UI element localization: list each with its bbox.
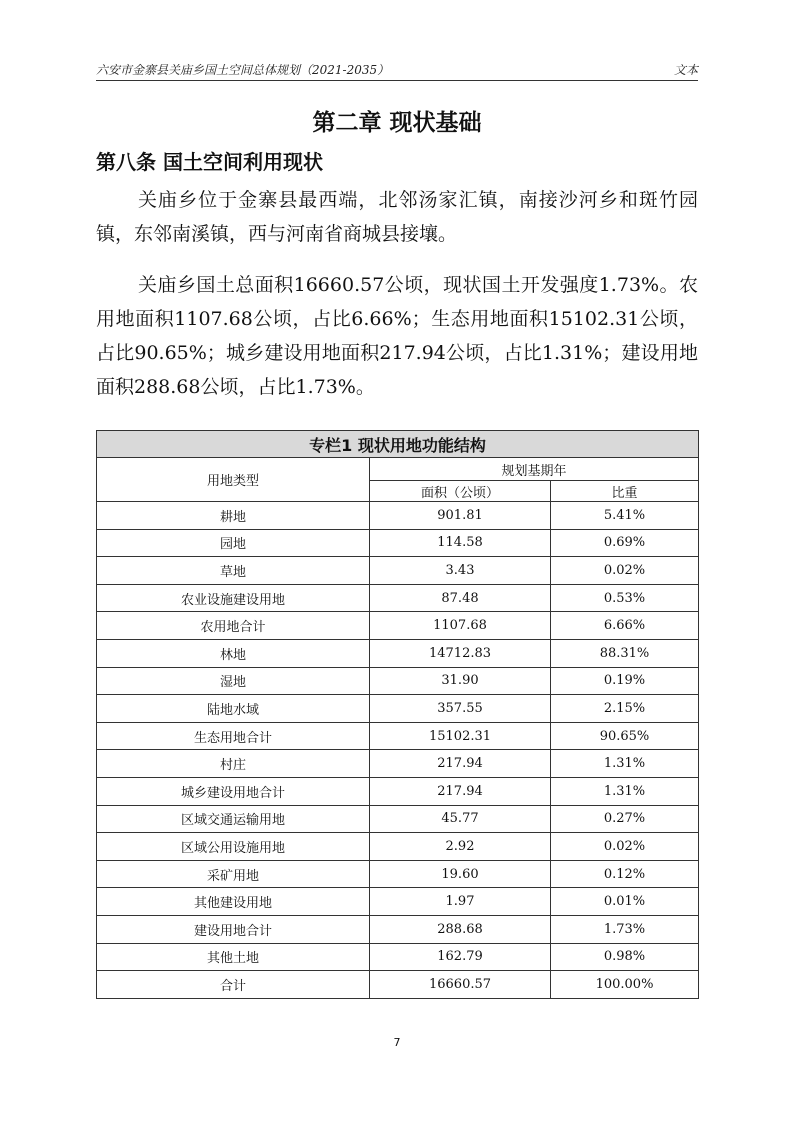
- cell-ratio: 1.73%: [551, 915, 699, 943]
- cell-ratio: 100.00%: [551, 971, 699, 999]
- paragraph-location: 关庙乡位于金寨县最西端，北邻汤家汇镇，南接沙河乡和斑竹园镇，东邻南溪镇，西与河南省商城县接壤。: [96, 189, 698, 245]
- table-row: [97, 833, 699, 861]
- table-row: [97, 777, 699, 805]
- column-header-ratio: 比重: [551, 481, 699, 502]
- cell-area: 2.92: [370, 833, 551, 861]
- table-row: [97, 502, 699, 530]
- cell-land-type: 合计: [97, 971, 370, 999]
- cell-ratio: 1.31%: [551, 777, 699, 805]
- cell-land-type: 生态用地合计: [97, 722, 370, 750]
- column-header-land-type: 用地类型: [97, 458, 370, 502]
- cell-ratio: 1.31%: [551, 750, 699, 778]
- cell-ratio: 0.02%: [551, 557, 699, 585]
- cell-land-type: 村庄: [97, 750, 370, 778]
- cell-ratio: 90.65%: [551, 722, 699, 750]
- paragraph-land-use: 关庙乡国土总面积16660.57公顷，现状国土开发强度1.73%。农用地面积1107.68公顷，占比6.66%；生态用地面积15102.31公顷，占比90.65%；城乡建设用地面积217.94公顷，占比1.31%；建设用地面积288.68公顷，占比1.73%。: [96, 274, 698, 398]
- column-group-base-year: 规划基期年: [370, 458, 699, 481]
- cell-ratio: 0.19%: [551, 667, 699, 695]
- cell-land-type: 园地: [97, 529, 370, 557]
- cell-land-type: 湿地: [97, 667, 370, 695]
- cell-area: 3.43: [370, 557, 551, 585]
- table-row: [97, 584, 699, 612]
- table-row: [97, 695, 699, 723]
- cell-ratio: 88.31%: [551, 639, 699, 667]
- cell-area: 45.77: [370, 805, 551, 833]
- table-row: [97, 639, 699, 667]
- cell-area: 19.60: [370, 860, 551, 888]
- table-body: [97, 502, 699, 999]
- cell-area: 1.97: [370, 888, 551, 916]
- column-header-area: 面积（公顷）: [370, 481, 551, 502]
- table-row: [97, 915, 699, 943]
- land-use-table: [96, 430, 699, 999]
- cell-area: 901.81: [370, 502, 551, 530]
- cell-land-type: 农业设施建设用地: [97, 584, 370, 612]
- cell-area: 357.55: [370, 695, 551, 723]
- article-title: 第八条 国土空间利用现状: [96, 150, 323, 174]
- cell-area: 114.58: [370, 529, 551, 557]
- table-row: [97, 667, 699, 695]
- cell-ratio: 0.27%: [551, 805, 699, 833]
- cell-land-type: 陆地水域: [97, 695, 370, 723]
- chapter-title: 第二章 现状基础: [312, 110, 482, 136]
- cell-land-type: 草地: [97, 557, 370, 585]
- page-header: [96, 58, 698, 81]
- cell-ratio: 0.69%: [551, 529, 699, 557]
- cell-area: 14712.83: [370, 639, 551, 667]
- table-row: [97, 612, 699, 640]
- table-row: [97, 860, 699, 888]
- cell-area: 217.94: [370, 750, 551, 778]
- cell-land-type: 农用地合计: [97, 612, 370, 640]
- table-row: [97, 805, 699, 833]
- cell-land-type: 其他建设用地: [97, 888, 370, 916]
- cell-land-type: 其他土地: [97, 943, 370, 971]
- table-row: [97, 888, 699, 916]
- table-row: [97, 750, 699, 778]
- table-title: 专栏1 现状用地功能结构: [97, 431, 699, 458]
- cell-ratio: 0.53%: [551, 584, 699, 612]
- cell-land-type: 耕地: [97, 502, 370, 530]
- cell-area: 162.79: [370, 943, 551, 971]
- cell-land-type: 区域交通运输用地: [97, 805, 370, 833]
- cell-land-type: 区域公用设施用地: [97, 833, 370, 861]
- cell-land-type: 采矿用地: [97, 860, 370, 888]
- cell-ratio: 5.41%: [551, 502, 699, 530]
- page-number: 7: [393, 1036, 401, 1049]
- cell-land-type: 林地: [97, 639, 370, 667]
- cell-area: 217.94: [370, 777, 551, 805]
- cell-ratio: 2.15%: [551, 695, 699, 723]
- header-section-label: 文本: [673, 63, 698, 77]
- cell-ratio: 0.12%: [551, 860, 699, 888]
- header-document-title: 六安市金寨县关庙乡国土空间总体规划（2021-2035）: [96, 63, 390, 77]
- cell-area: 288.68: [370, 915, 551, 943]
- cell-ratio: 6.66%: [551, 612, 699, 640]
- cell-land-type: 建设用地合计: [97, 915, 370, 943]
- cell-ratio: 0.02%: [551, 833, 699, 861]
- cell-area: 31.90: [370, 667, 551, 695]
- cell-ratio: 0.01%: [551, 888, 699, 916]
- cell-area: 87.48: [370, 584, 551, 612]
- table-row: [97, 943, 699, 971]
- table-row: [97, 722, 699, 750]
- cell-land-type: 城乡建设用地合计: [97, 777, 370, 805]
- table-row: [97, 971, 699, 999]
- cell-area: 15102.31: [370, 722, 551, 750]
- cell-ratio: 0.98%: [551, 943, 699, 971]
- cell-area: 1107.68: [370, 612, 551, 640]
- cell-area: 16660.57: [370, 971, 551, 999]
- table-row: [97, 529, 699, 557]
- table-row: [97, 557, 699, 585]
